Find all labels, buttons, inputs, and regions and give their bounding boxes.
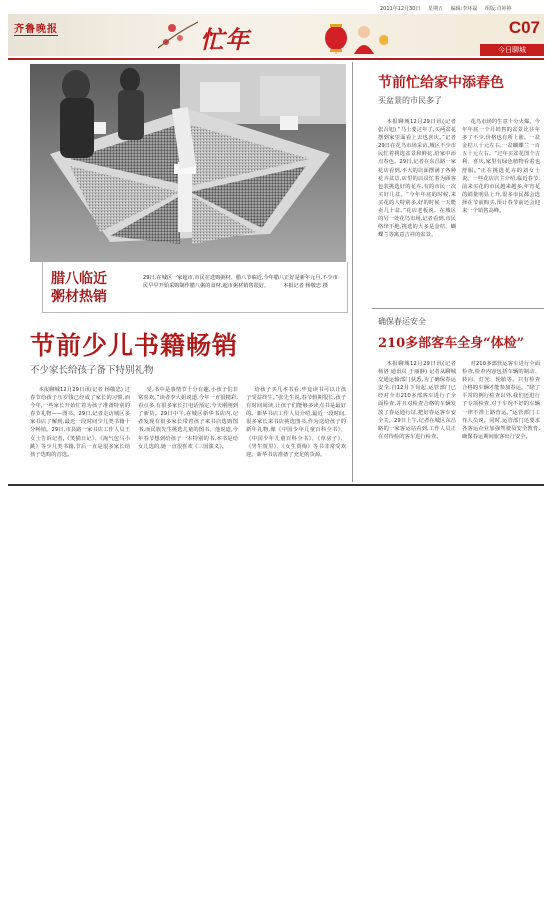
story-column-2	[138, 386, 238, 480]
photo-caption-title	[51, 270, 131, 306]
story-paragraph: 本报聊城12月29日讯(记者 张召旭) “马上要过年了,买两盆花摆到家里面看上去也喜庆。”记者29日在花鸟市场采访,城区不少市民忙着挑选盆景和鲜花,给家中添点春色。29日,记者在东昌路一家花店看到,不大的店面摆满了各种花卉盆景,店里的店员忙着为顾客包装挑选好的花卉,有的市民一次买好几盆。“今年年底的时候,来买花的人特别多,好的时候一天能卖几十盆。”花店老板说。在城区的另一处花鸟市场,记者看到,市民络绎不绝,挑选的大多是金桔、蝴蝶兰等寓意吉祥的盆景。	[378, 119, 456, 239]
section-tab: 今日聊城	[480, 44, 544, 56]
photo-caption-box	[42, 262, 348, 313]
masthead-underline	[14, 35, 58, 44]
side-story-separator	[372, 308, 544, 309]
side-story-1-column-1	[378, 118, 456, 304]
caption-body: 29日,在城区一家超市,市民在选购粥材。腊八节临近,今年腊八正好是新年元旦,不少市民早早开始采购制作腊八粥的食材,超市粥材销售很好。	[143, 275, 338, 289]
story-paragraph: 给孩子买几本书看,毕竟读书可以让孩子受益终生。”张先生说,春节假期很长,孩子有时间阅读,让孩子们能够多读点书是最好的。新华书店工作人员介绍,最近一段时间,很多家长来书店挑选图书,作为送给孩子的新年礼物,像《中国少年儿童百科全书》、《中国少年儿童百科全书》、《草房子》、《男生贾里》、《女生贾梅》等书非常受欢迎。新华书店准备了充足的货源。	[246, 387, 346, 458]
side-story-2-headline: 210多部客车全身“体检”	[378, 336, 525, 351]
theme-title: 忙年	[200, 25, 250, 54]
dateline: 2011年12月30日	[380, 6, 421, 12]
story-headline: 节前少儿书籍畅销	[30, 331, 239, 360]
side-story-2-kicker: 确保春运安全	[378, 317, 426, 326]
page-code: C07	[508, 18, 540, 37]
side-story-1-kicker: 买盆景的市民多了	[378, 96, 442, 105]
plum-blossom-icon	[158, 22, 198, 48]
header-rule	[8, 58, 544, 60]
designer-credit: 组版:肖婷婷	[484, 6, 512, 12]
side-story-2-column-2	[462, 360, 540, 480]
masthead-logo: 齐鲁晚报	[14, 24, 58, 35]
side-story-1-column-2	[462, 118, 540, 304]
festive-lantern-illustration	[158, 18, 388, 54]
photo-illustration	[30, 64, 346, 262]
story-paragraph: 本报聊城12月29日讯(记者 杨敬忠) 过春节给孩子压岁钱已经成了家长的习惯,而今年,一些家长开始忙着为孩子准备特别的春节礼物——图书。29日,记者走访城区多家书店了解到,最近一段时间少儿类书籍十分畅销。29日,市县路一家书店工作人员王女士告诉记者,《笑猫日记》、《淘气包马小跳》等少儿类书籍,节后一直是很多家长给孩子选购的首选。	[30, 387, 130, 458]
photo-credit: 本报记者 杨敬忠 摄	[283, 283, 328, 289]
story-paragraph: 本报聊城12月29日讯(记者 杨洛 通讯员 于丽静) 记者从聊城交通运输部门获悉,为了确保春运安全,自12月下旬起,运管部门已经对全市210多部客车进行了全面检查,并且对检查合格的车辆发放了春运通行证,把好春运客车安全关。29日上午,记者在城区东昌路的一家客运站看到,工作人员正在对待检的客车进行检查。	[378, 361, 456, 440]
story-paragraph: 受,书中是事情节十分有趣,小孩子们非常喜欢。”读者李大姐说道,今年一直很精彩,看点多,有很多家长打电话预定,今天刚刚到了新货。29日中午,在城区新华书店内,记者发现有很多家长带着孩子来书店选购图书,而民族先生挑选儿童的图书。他说道,今年春节想到给孩子一本特别的书,本书是给女儿选的,她一直很喜欢《三国演义》。	[138, 387, 238, 450]
story-column-3	[246, 386, 346, 480]
side-story-1-headline: 节前忙给家中添春色	[378, 75, 504, 91]
caption-title-line1: 腊八临近	[51, 271, 107, 287]
caption-title-line2: 粥材热销	[51, 289, 107, 305]
photo-caption-text	[143, 274, 341, 290]
column-divider	[352, 62, 353, 482]
editor-credit: 编辑:李环磊	[450, 6, 478, 12]
news-photo-grain-bins	[30, 64, 346, 262]
weekday: 星期五	[428, 6, 444, 12]
page-bottom-rule	[8, 484, 544, 486]
story-paragraph: 对210多部营运客车进行全面检查,检查内容包括车辆的制动、转向、灯光、轮胎等。只有检查合格的车辆才能参加春运。“除了平常的例行检查以外,我们还进行了专项检查,对于车况不好的车辆一律不准上路营运。”运管部门工作人员说。同时,运管部门还要求各客运企业加强驾驶员安全教育,确保春运期间旅客出行安全。	[462, 361, 540, 440]
side-story-2-column-1	[378, 360, 456, 480]
story-column-1	[30, 386, 130, 480]
child-figure-icon	[354, 26, 388, 54]
lantern-icon	[325, 24, 347, 54]
story-subheadline: 不少家长给孩子备下特别礼物	[30, 365, 154, 376]
page-banner	[8, 14, 544, 56]
story-paragraph: 花鸟市场的生意十分火爆。今年年底一个月销售的盆景比往年多了不少,价格也有所上涨。一盆金桔八十元左右,一盆蝴蝶兰一百五十元左右。“过年买盆花图个吉利、喜庆,家里有绿色植物看着也舒服。”正在挑选花卉的刘女士说。一些花店店主介绍,临近春节,前来买花的市民越来越多,年宵花的销量明显上升,很多市民都会选择在节前购买,预计春节前还会迎来一个销售高峰。	[462, 119, 540, 215]
